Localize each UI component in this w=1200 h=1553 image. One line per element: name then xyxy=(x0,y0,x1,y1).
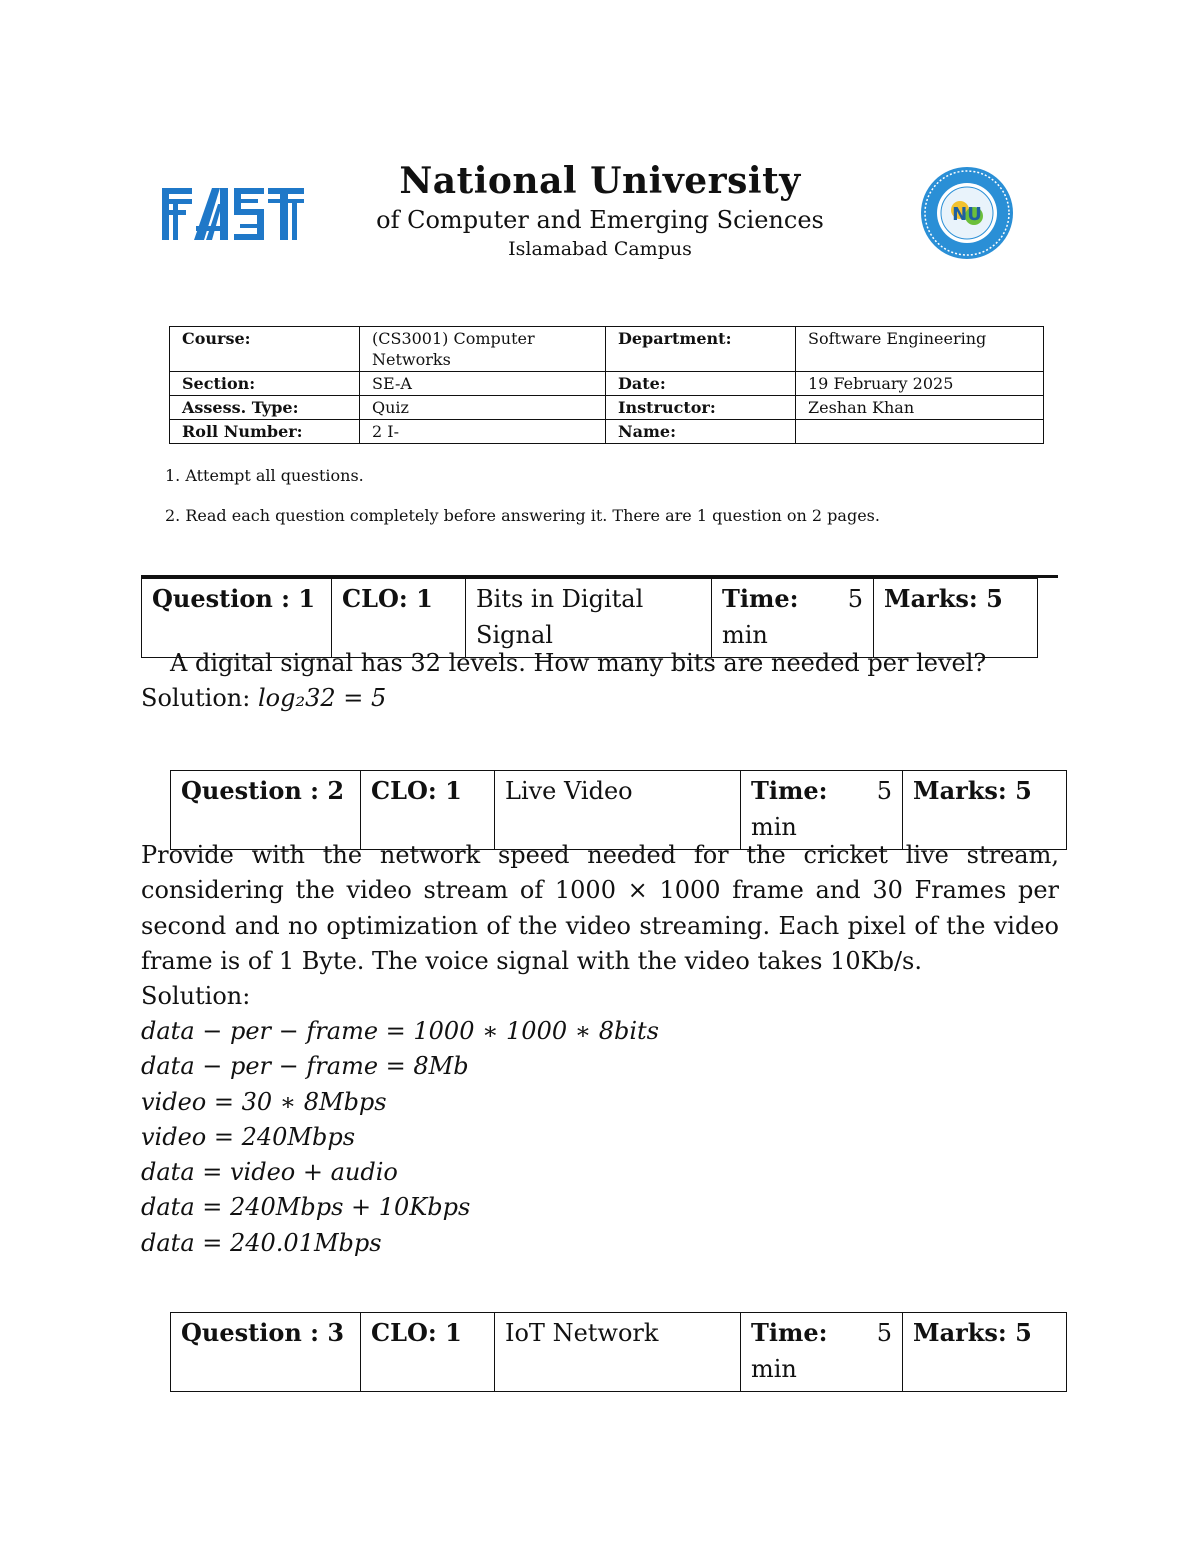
time-label: Time: xyxy=(751,776,828,805)
solution-step: data − per − frame = 1000 ∗ 1000 ∗ 8bits xyxy=(141,1017,659,1045)
solution-label: Solution: xyxy=(141,684,251,712)
clo-label: CLO: 1 xyxy=(332,579,466,658)
marks-label: Marks: 5 xyxy=(903,1313,1067,1392)
assess-type-label: Assess. Type: xyxy=(170,396,360,420)
course-value: (CS3001) Computer Networks xyxy=(360,327,606,372)
question-3-header xyxy=(170,1312,1067,1392)
course-info-table xyxy=(169,326,1044,444)
time-unit: min xyxy=(751,813,797,841)
solution-step: video = 240Mbps xyxy=(141,1122,356,1151)
solution-step: video = 30 ∗ 8Mbps xyxy=(141,1087,387,1116)
name-value xyxy=(796,420,1044,444)
instructor-value: Zeshan Khan xyxy=(796,396,1044,420)
time-value: 5 xyxy=(876,1319,892,1347)
time-value: 5 xyxy=(847,585,863,613)
clo-label: CLO: 1 xyxy=(361,1313,495,1392)
question-2-solution-steps xyxy=(141,1014,659,1261)
roll-number-label: Roll Number: xyxy=(170,420,360,444)
question-topic: Bits in Digital Signal xyxy=(466,579,712,658)
question-1-body: A digital signal has 32 levels. How many bits are needed per level? xyxy=(170,649,987,677)
time-unit: min xyxy=(722,621,768,649)
clo-label: CLO: 1 xyxy=(361,771,495,850)
name-label: Name: xyxy=(606,420,796,444)
marks-label: Marks: 5 xyxy=(874,579,1038,658)
question-number: Question : 1 xyxy=(142,579,332,658)
question-number: Question : 3 xyxy=(171,1313,361,1392)
question-topic: IoT Network xyxy=(495,1313,741,1392)
seal-text: NU xyxy=(952,204,982,225)
course-label: Course: xyxy=(170,327,360,372)
section-label: Section: xyxy=(170,372,360,396)
table-row xyxy=(170,420,1044,444)
university-title: National University xyxy=(399,160,801,202)
question-number: Question : 2 xyxy=(171,771,361,850)
university-subtitle: of Computer and Emerging Sciences xyxy=(376,206,824,234)
time-unit: min xyxy=(751,1355,797,1383)
instructor-label: Instructor: xyxy=(606,396,796,420)
department-label: Department: xyxy=(606,327,796,372)
question-topic: Live Video xyxy=(495,771,741,850)
time-label: Time: xyxy=(722,584,799,613)
section-value: SE-A xyxy=(360,372,606,396)
roll-number-value: 2 I- xyxy=(360,420,606,444)
solution-step: data = video + audio xyxy=(141,1158,398,1187)
time-label: Time: xyxy=(751,1318,828,1347)
date-value: 19 February 2025 xyxy=(796,372,1044,396)
table-row xyxy=(170,327,1044,372)
table-row xyxy=(171,1313,1067,1392)
solution-text: log₂32 = 5 xyxy=(257,684,387,712)
question-2-body: Provide with the network speed needed for the cricket live stream, considering the video stream of 1000 × 1000 frame and 30 Frames per second and no optimization of the video streaming. Each pixel of the video frame is of 1 Byte. The voice signal with the video takes 10Kb/s. xyxy=(141,841,1059,975)
solution-step: data = 240.01Mbps xyxy=(141,1228,382,1257)
date-label: Date: xyxy=(606,372,796,396)
table-row xyxy=(170,396,1044,420)
time-value: 5 xyxy=(876,777,892,805)
assess-type-value: Quiz xyxy=(360,396,606,420)
campus-name: Islamabad Campus xyxy=(508,238,692,260)
instruction-item: 1. Attempt all questions. xyxy=(165,466,364,485)
time-cell xyxy=(741,1313,903,1392)
instruction-item: 2. Read each question completely before answering it. There are 1 question on 2 pages. xyxy=(165,506,880,525)
table-row xyxy=(170,372,1044,396)
marks-label: Marks: 5 xyxy=(903,771,1067,850)
solution-step: data − per − frame = 8Mb xyxy=(141,1052,469,1081)
question-1-solution xyxy=(141,681,386,716)
department-value: Software Engineering xyxy=(796,327,1044,372)
solution-step: data = 240Mbps + 10Kbps xyxy=(141,1193,471,1222)
solution-label: Solution: xyxy=(141,982,251,1010)
